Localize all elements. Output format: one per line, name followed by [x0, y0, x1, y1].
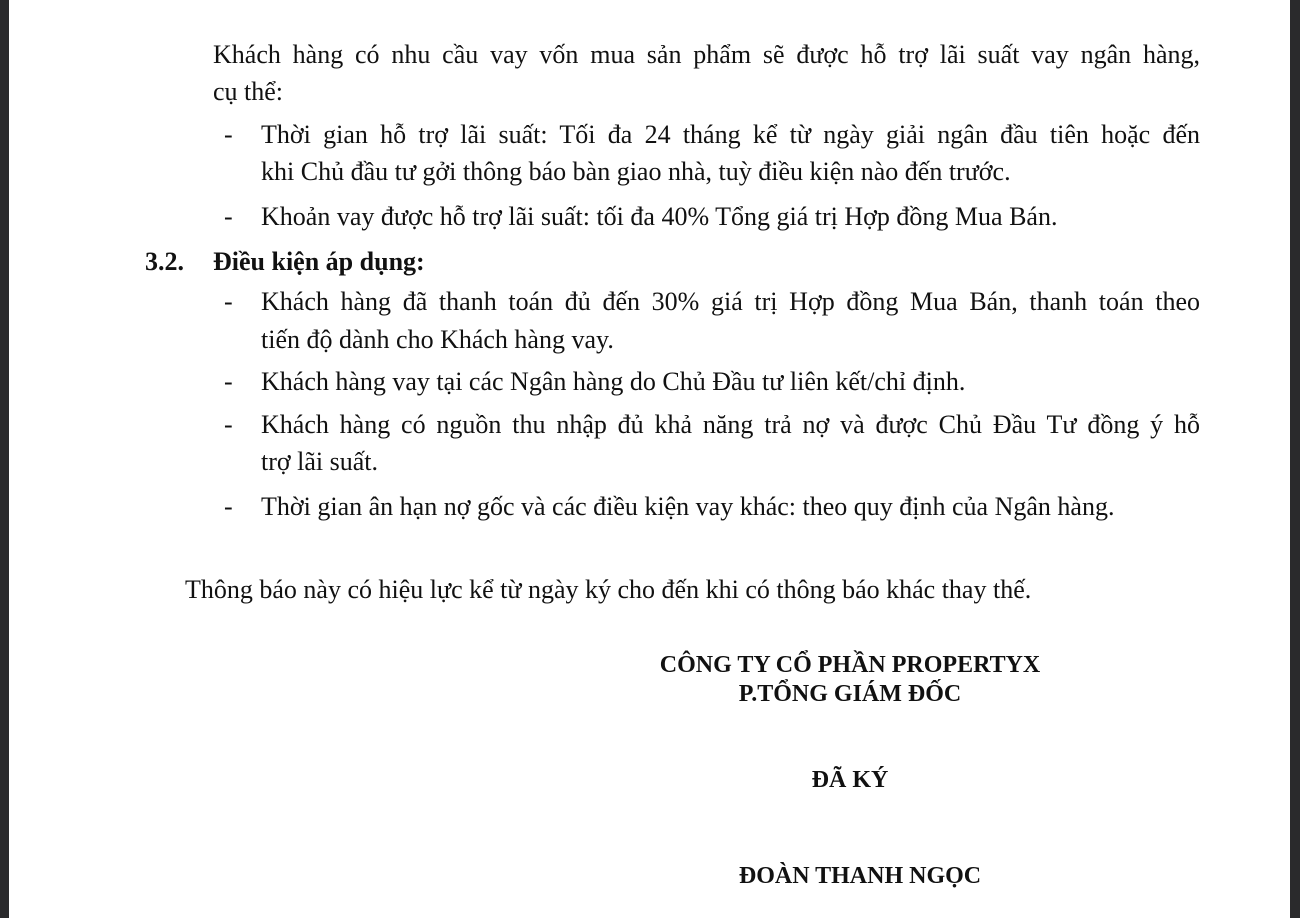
- signature-signed: ĐÃ KÝ: [811, 767, 889, 793]
- bullet-dash: -: [224, 287, 233, 316]
- signature-company: CÔNG TY CỔ PHẦN PROPERTYX: [659, 652, 1041, 678]
- effective-notice: Thông báo này có hiệu lực kể từ ngày ký cho đến khi có thông báo khác thay thế.: [185, 575, 1032, 604]
- section-number: 3.2.: [145, 247, 184, 276]
- signature-name: ĐOÀN THANH NGỌC: [738, 863, 982, 889]
- bullet-dash: -: [224, 492, 233, 521]
- condition-4: Thời gian ân hạn nợ gốc và các điều kiện vay khác: theo quy định của Ngân hàng.: [261, 492, 1115, 521]
- bullet-dash: -: [224, 202, 233, 231]
- condition-3-line-2: trợ lãi suất.: [261, 447, 378, 476]
- support-item-1-line-1: Thời gian hỗ trợ lãi suất: Tối đa 24 tháng kể từ ngày giải ngân đầu tiên hoặc đến: [261, 120, 1200, 149]
- intro-line-1: Khách hàng có nhu cầu vay vốn mua sản phẩm sẽ được hỗ trợ lãi suất vay ngân hàng,: [213, 40, 1200, 69]
- bullet-dash: -: [224, 120, 233, 149]
- support-item-2: Khoản vay được hỗ trợ lãi suất: tối đa 40% Tổng giá trị Hợp đồng Mua Bán.: [261, 202, 1058, 231]
- condition-1-line-1: Khách hàng đã thanh toán đủ đến 30% giá trị Hợp đồng Mua Bán, thanh toán theo: [261, 287, 1200, 316]
- bullet-dash: -: [224, 367, 233, 396]
- condition-3-line-1: Khách hàng có nguồn thu nhập đủ khả năng trả nợ và được Chủ Đầu Tư đồng ý hỗ: [261, 410, 1200, 439]
- signature-position: P.TỔNG GIÁM ĐỐC: [738, 681, 962, 707]
- support-item-1-line-2: khi Chủ đầu tư gởi thông báo bàn giao nhà, tuỳ điều kiện nào đến trước.: [261, 157, 1011, 186]
- condition-2: Khách hàng vay tại các Ngân hàng do Chủ Đầu tư liên kết/chỉ định.: [261, 367, 966, 396]
- condition-1-line-2: tiến độ dành cho Khách hàng vay.: [261, 325, 614, 354]
- intro-line-2: cụ thể:: [213, 77, 284, 106]
- bullet-dash: -: [224, 410, 233, 439]
- section-title: Điều kiện áp dụng:: [213, 247, 425, 276]
- document-page: [9, 0, 1290, 918]
